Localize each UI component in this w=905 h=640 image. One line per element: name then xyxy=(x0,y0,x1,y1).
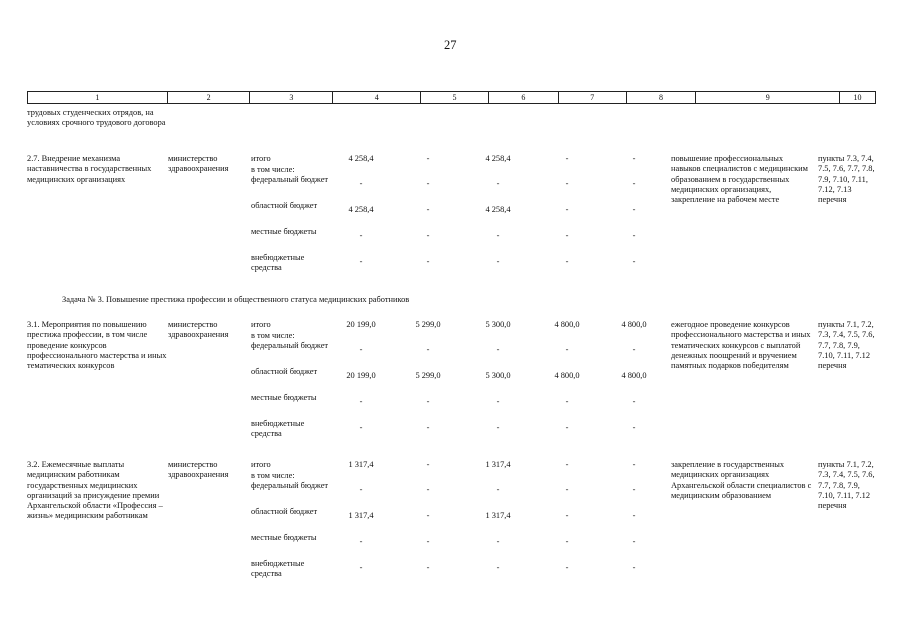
row31-value-cell: 5 299,0 xyxy=(415,371,441,380)
row27-result: повышение профессиональных навыков специалистов с медицинским образованием в государственных медицинских организациях, закрепление на рабочем месте xyxy=(671,154,808,205)
page-number: 27 xyxy=(444,38,457,52)
row27-value-cell: - xyxy=(496,231,500,240)
row27-value-cell: - xyxy=(359,231,363,240)
row27-fund-label: итого xyxy=(251,154,271,163)
row31-value-cell: - xyxy=(632,397,636,406)
row27-value-cell: - xyxy=(496,257,500,266)
row32-value-cell: - xyxy=(565,511,569,520)
task-3-heading: Задача № 3. Повышение престижа профессии и общественного статуса медицинских работников xyxy=(62,295,410,304)
row31-value-cell: - xyxy=(359,345,363,354)
row32-value-cell: - xyxy=(632,537,636,546)
row32-value-cell: - xyxy=(496,563,500,572)
row32-fund-label: областной бюджет xyxy=(251,507,318,516)
row27-executor: министерство здравоохранения xyxy=(168,154,229,174)
row32-value-cell: - xyxy=(565,460,569,469)
row27-fund-label: областной бюджет xyxy=(251,201,318,210)
row31-value-cell: 20 199,0 xyxy=(346,371,376,380)
row31-title: 3.1. Мероприятия по повышению престижа профессии, в том числе проведение конкурсов профессионального мастерства и иных тематических конкурсов xyxy=(27,320,167,371)
row31-value-cell: 20 199,0 xyxy=(346,320,376,329)
row31-value-cell: 5 300,0 xyxy=(485,320,511,329)
row31-value-cell: - xyxy=(426,345,430,354)
row27-value-cell: - xyxy=(426,154,430,163)
row31-value-cell: - xyxy=(426,423,430,432)
row27-value-cell: - xyxy=(359,257,363,266)
row27-value-cell: - xyxy=(632,179,636,188)
col-header-3: 3 xyxy=(250,92,333,103)
row27-refs: пункты 7.3, 7.4, 7.5, 7.6, 7.7, 7.8, 7.9, 7.10, 7.11, 7.12, 7.13 перечня xyxy=(818,154,875,205)
row31-value-cell: - xyxy=(632,423,636,432)
row32-value-cell: - xyxy=(632,485,636,494)
table-header xyxy=(27,91,876,104)
row31-refs: пункты 7.1, 7.2, 7.3, 7.4, 7.5, 7.6, 7.7, 7.8, 7.9, 7.10, 7.11, 7.12 перечня xyxy=(818,320,875,371)
row32-value-cell: - xyxy=(565,563,569,572)
row32-value-cell: - xyxy=(426,485,430,494)
row32-fund-label: в том числе: xyxy=(251,471,295,480)
row27-title: 2.7. Внедрение механизма наставничества в государственных медицинских организациях xyxy=(27,154,152,184)
row27-value-cell: 4 258,4 xyxy=(485,205,511,214)
row32-value-cell: - xyxy=(565,537,569,546)
col-header-10: 10 xyxy=(853,93,862,102)
row32-value-cell: - xyxy=(359,537,363,546)
row32-value-cell: 1 317,4 xyxy=(348,511,374,520)
row32-value-cell: - xyxy=(632,511,636,520)
row32-result: закрепление в государственных медицинских организациях Архангельской области специалистов с медицинским образованием xyxy=(671,460,812,500)
col-header-1: 1 xyxy=(28,92,168,103)
row31-value-cell: - xyxy=(565,345,569,354)
row27-fund-label: в том числе: xyxy=(251,165,295,174)
row32-value-cell: - xyxy=(565,485,569,494)
row27-value-cell: - xyxy=(426,231,430,240)
row32-value-cell: - xyxy=(359,485,363,494)
row31-value-cell: 4 800,0 xyxy=(554,371,580,380)
row31-fund-label: местные бюджеты xyxy=(251,393,317,402)
row27-value-cell: - xyxy=(426,257,430,266)
row31-value-cell: - xyxy=(496,397,500,406)
row27-value-cell: - xyxy=(426,179,430,188)
row32-value-cell: - xyxy=(359,563,363,572)
row31-value-cell: - xyxy=(632,345,636,354)
row31-fund-label: итого xyxy=(251,320,271,329)
row32-value-cell: 1 317,4 xyxy=(348,460,374,469)
col-header-5: 5 xyxy=(421,92,489,103)
row32-refs: пункты 7.1, 7.2, 7.3, 7.4, 7.5, 7.6, 7.7, 7.8, 7.9, 7.10, 7.11, 7.12 перечня xyxy=(818,460,875,511)
row27-value-cell: 4 258,4 xyxy=(348,154,374,163)
row31-fund-label: областной бюджет xyxy=(251,367,318,376)
row27-value-cell: - xyxy=(565,231,569,240)
col-header-7: 7 xyxy=(559,92,627,103)
row31-fund-label: федеральный бюджет xyxy=(251,341,329,350)
row27-value-cell: - xyxy=(565,179,569,188)
row27-value-cell: 4 258,4 xyxy=(485,154,511,163)
row32-value-cell: 1 317,4 xyxy=(485,511,511,520)
row31-value-cell: - xyxy=(359,397,363,406)
row32-fund-label: внебюджетные средства xyxy=(251,559,305,579)
row27-value-cell: - xyxy=(426,205,430,214)
row31-fund-label: внебюджетные средства xyxy=(251,419,305,439)
row27-value-cell: - xyxy=(496,179,500,188)
row27-value-cell: - xyxy=(359,179,363,188)
row31-value-cell: 5 300,0 xyxy=(485,371,511,380)
row31-value-cell: - xyxy=(565,423,569,432)
row32-fund-label: итого xyxy=(251,460,271,469)
row32-fund-label: федеральный бюджет xyxy=(251,481,329,490)
col-header-8: 8 xyxy=(627,92,697,103)
row31-value-cell: 4 800,0 xyxy=(554,320,580,329)
col-header-2: 2 xyxy=(168,92,251,103)
row27-fund-label: внебюджетные средства xyxy=(251,253,305,273)
row27-value-cell: 4 258,4 xyxy=(348,205,374,214)
row27-value-cell: - xyxy=(632,154,636,163)
col-header-4: 4 xyxy=(333,92,421,103)
row27-value-cell: - xyxy=(632,231,636,240)
row32-value-cell: - xyxy=(426,460,430,469)
row27-value-cell: - xyxy=(632,205,636,214)
row27-fund-label: федеральный бюджет xyxy=(251,175,329,184)
row32-value-cell: - xyxy=(632,563,636,572)
row32-executor: министерство здравоохранения xyxy=(168,460,229,480)
row31-value-cell: 4 800,0 xyxy=(621,371,647,380)
row27-value-cell: - xyxy=(565,154,569,163)
carry-over-text: трудовых студенческих отрядов, на условиях срочного трудового договора xyxy=(27,108,166,128)
row31-value-cell: - xyxy=(496,345,500,354)
row32-value-cell: - xyxy=(496,537,500,546)
row31-value-cell: 4 800,0 xyxy=(621,320,647,329)
row31-fund-label: в том числе: xyxy=(251,331,295,340)
row31-value-cell: - xyxy=(359,423,363,432)
row31-executor: министерство здравоохранения xyxy=(168,320,229,340)
col-header-9: 9 xyxy=(696,92,840,103)
row27-fund-label: местные бюджеты xyxy=(251,227,317,236)
row31-value-cell: - xyxy=(496,423,500,432)
row32-value-cell: - xyxy=(496,485,500,494)
row32-value-cell: - xyxy=(426,511,430,520)
row32-value-cell: - xyxy=(632,460,636,469)
row32-value-cell: - xyxy=(426,563,430,572)
row27-value-cell: - xyxy=(632,257,636,266)
row31-value-cell: 5 299,0 xyxy=(415,320,441,329)
row32-title: 3.2. Ежемесячные выплаты медицинским работникам государственных медицинских организаций за присуждение премии Архангельской области «Профессия – жизнь» медицинским работникам xyxy=(27,460,163,521)
row32-value-cell: - xyxy=(426,537,430,546)
row31-result: ежегодное проведение конкурсов профессионального мастерства и иных тематических конкурсов с выплатой денежных поощрений и вручением памятных подарков победителям xyxy=(671,320,811,371)
row27-value-cell: - xyxy=(565,257,569,266)
row31-value-cell: - xyxy=(426,397,430,406)
row32-value-cell: 1 317,4 xyxy=(485,460,511,469)
row31-value-cell: - xyxy=(565,397,569,406)
row32-fund-label: местные бюджеты xyxy=(251,533,317,542)
row27-value-cell: - xyxy=(565,205,569,214)
col-header-6: 6 xyxy=(489,92,559,103)
